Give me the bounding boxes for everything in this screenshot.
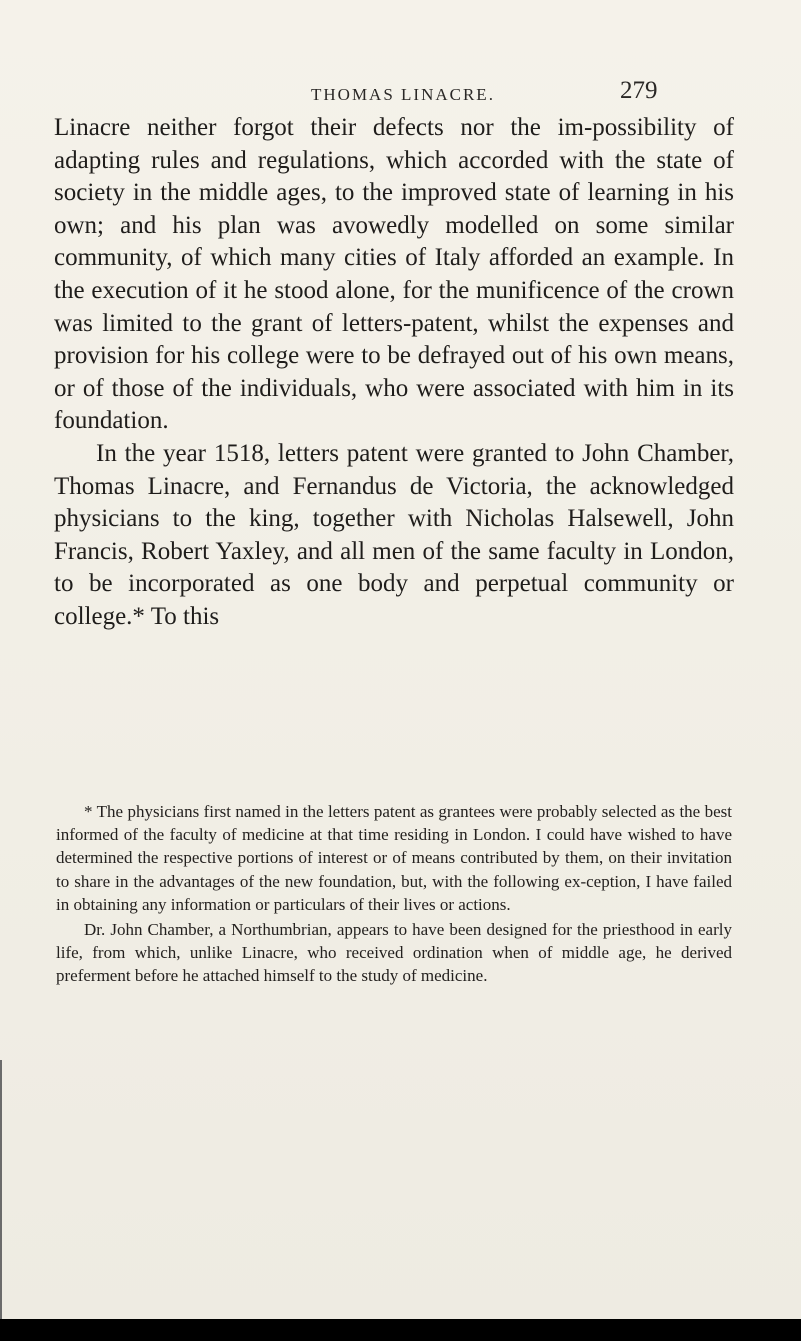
scan-bottom-border — [0, 1319, 801, 1341]
footnotes — [56, 800, 732, 988]
paragraph-2: In the year 1518, letters patent were granted to John Chamber, Thomas Linacre, and Fernandus de Victoria, the acknowledged physicians to the king, together with Nicholas Halsewell, John Francis, Robert Yaxley, and all men of the same faculty in London, to be incorporated as one body and perpetual community or college.* To this — [54, 439, 734, 630]
page-header — [0, 75, 801, 105]
page-number: 279 — [620, 77, 658, 104]
paragraph-1: Linacre neither forgot their defects nor the im-possibility of adapting rules and regulations, which accorded with the state of society in the middle ages, to the improved state of learning in his own; and his plan was avowedly modelled on some similar community, of which many cities of Italy afforded an example. In the execution of it he stood alone, for the munificence of the crown was limited to the grant of letters-patent, whilst the expenses and provision for his college were to be defrayed out of his own means, or of those of the individuals, who were associated with him in its foundation. — [54, 114, 734, 435]
running-head: THOMAS LINACRE. — [311, 85, 495, 104]
footnote-1: * The physicians first named in the letters patent as grantees were probably selected as the best informed of the faculty of medicine at that time residing in London. I could have wished to have determined the respective portions of interest or of means contributed by them, on their invitation to share in the advantages of the new foundation, but, with the following ex-ception, I have failed in obtaining any information or particulars of their lives or actions. — [56, 802, 732, 914]
main-text — [54, 112, 734, 634]
page-edge-shadow — [0, 1060, 2, 1319]
footnote-2: Dr. John Chamber, a Northumbrian, appears to have been designed for the priesthood in early life, from which, unlike Linacre, who received ordination when of middle age, he derived preferment before he attached himself to the study of medicine. — [56, 920, 732, 986]
